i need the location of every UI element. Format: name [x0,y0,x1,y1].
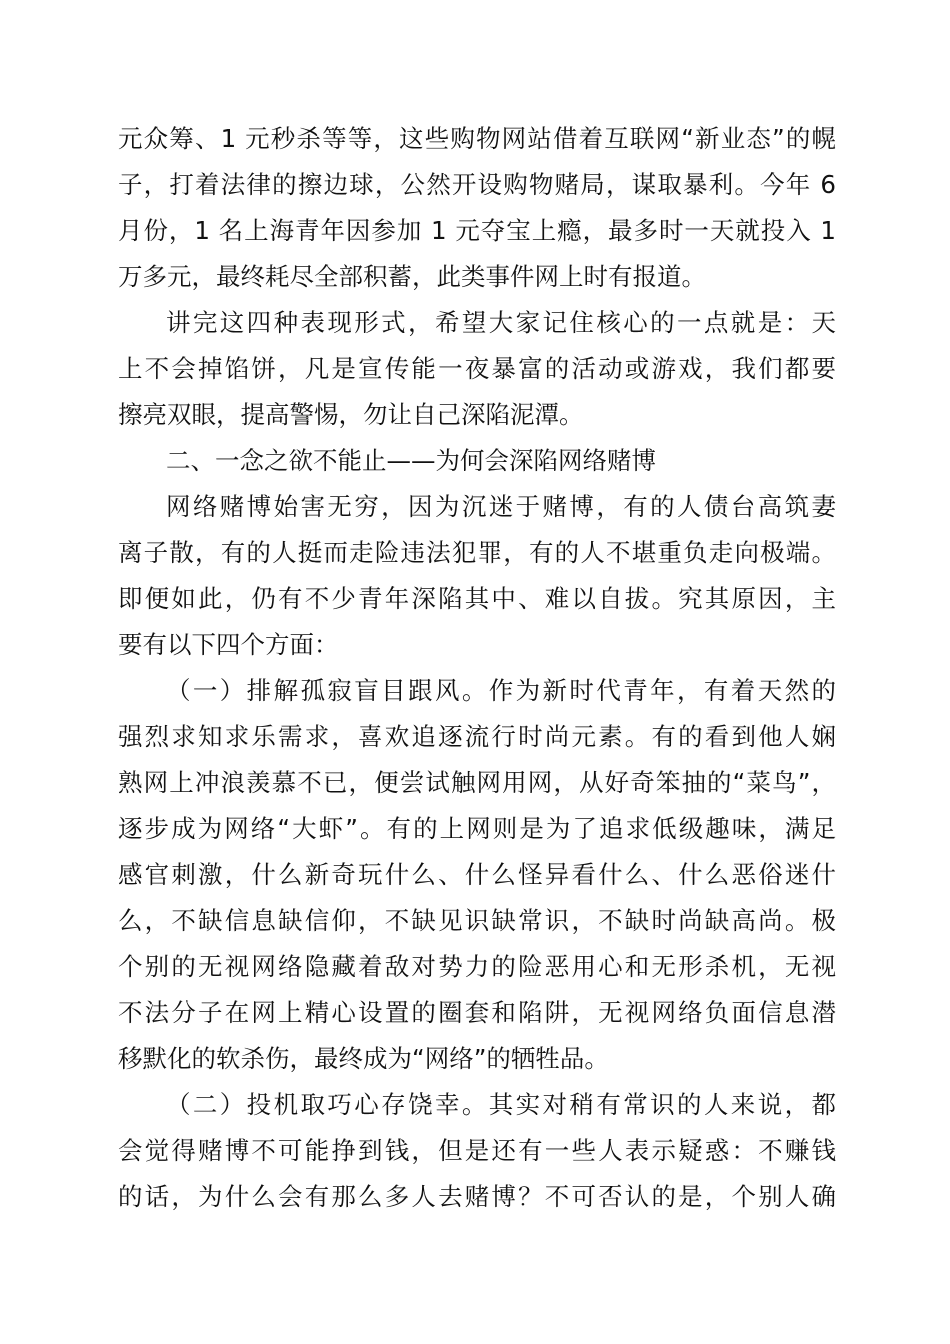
paragraph-line: 即便如此，仍有不少青年深陷其中、难以自拔。究其原因，主 [118,584,836,613]
paragraph-line: 熟网上冲浪羡慕不已，便尝试触网用网，从好奇笨抽的“菜鸟”， [118,768,836,797]
paragraph-line: 网络赌博始害无穷，因为沉迷于赌博，有的人债台高筑妻 [166,492,836,521]
paragraph-line: 讲完这四种表现形式，希望大家记住核心的一点就是：天 [166,308,836,337]
paragraph-line: 的话，为什么会有那么多人去赌博？不可否认的是，个别人确 [118,1182,836,1211]
paragraph-line: 万多元，最终耗尽全部积蓄，此类事件网上时有报道。 [118,262,706,291]
paragraph-line: 么，不缺信息缺信仰，不缺见识缺常识，不缺时尚缺高尚。极 [118,906,836,935]
document-page [118,116,836,1316]
section-heading: 二、一念之欲不能止——为何会深陷网络赌博 [166,446,656,475]
paragraph-line: 子，打着法律的擦边球，公然开设购物赌局，谋取暴利。今年 6 [118,170,836,199]
paragraph-line: 逐步成为网络“大虾”。有的上网则是为了追求低级趣味，满足 [118,814,836,843]
paragraph-line: 移默化的软杀伤，最终成为“网络”的牺牲品。 [118,1044,609,1073]
paragraph-line: 感官刺激，什么新奇玩什么、什么怪异看什么、什么恶俗迷什 [118,860,836,889]
paragraph-line: 要有以下四个方面： [118,630,339,659]
paragraph-line: 会觉得赌博不可能挣到钱，但是还有一些人表示疑惑：不赚钱 [118,1136,836,1165]
paragraph-line: 离子散，有的人挺而走险违法犯罪，有的人不堪重负走向极端。 [118,538,836,567]
paragraph-line: 强烈求知求乐需求，喜欢追逐流行时尚元素。有的看到他人娴 [118,722,836,751]
paragraph-line: 月份，1 名上海青年因参加 1 元夺宝上瘾，最多时一天就投入 1 [118,216,836,245]
paragraph-line: 上不会掉馅饼，凡是宣传能一夜暴富的活动或游戏，我们都要 [118,354,836,383]
paragraph-line: （一）排解孤寂盲目跟风。作为新时代青年，有着天然的 [166,676,836,705]
paragraph-line: 个别的无视网络隐藏着敌对势力的险恶用心和无形杀机，无视 [118,952,836,981]
paragraph-line: 擦亮双眼，提高警惕，勿让自己深陷泥潭。 [118,400,584,429]
paragraph-line: 元众筹、1 元秒杀等等，这些购物网站借着互联网“新业态”的幌 [118,124,836,153]
paragraph-line: 不法分子在网上精心设置的圈套和陷阱，无视网络负面信息潜 [118,998,836,1027]
paragraph-line: （二）投机取巧心存饶幸。其实对稍有常识的人来说，都 [166,1090,836,1119]
